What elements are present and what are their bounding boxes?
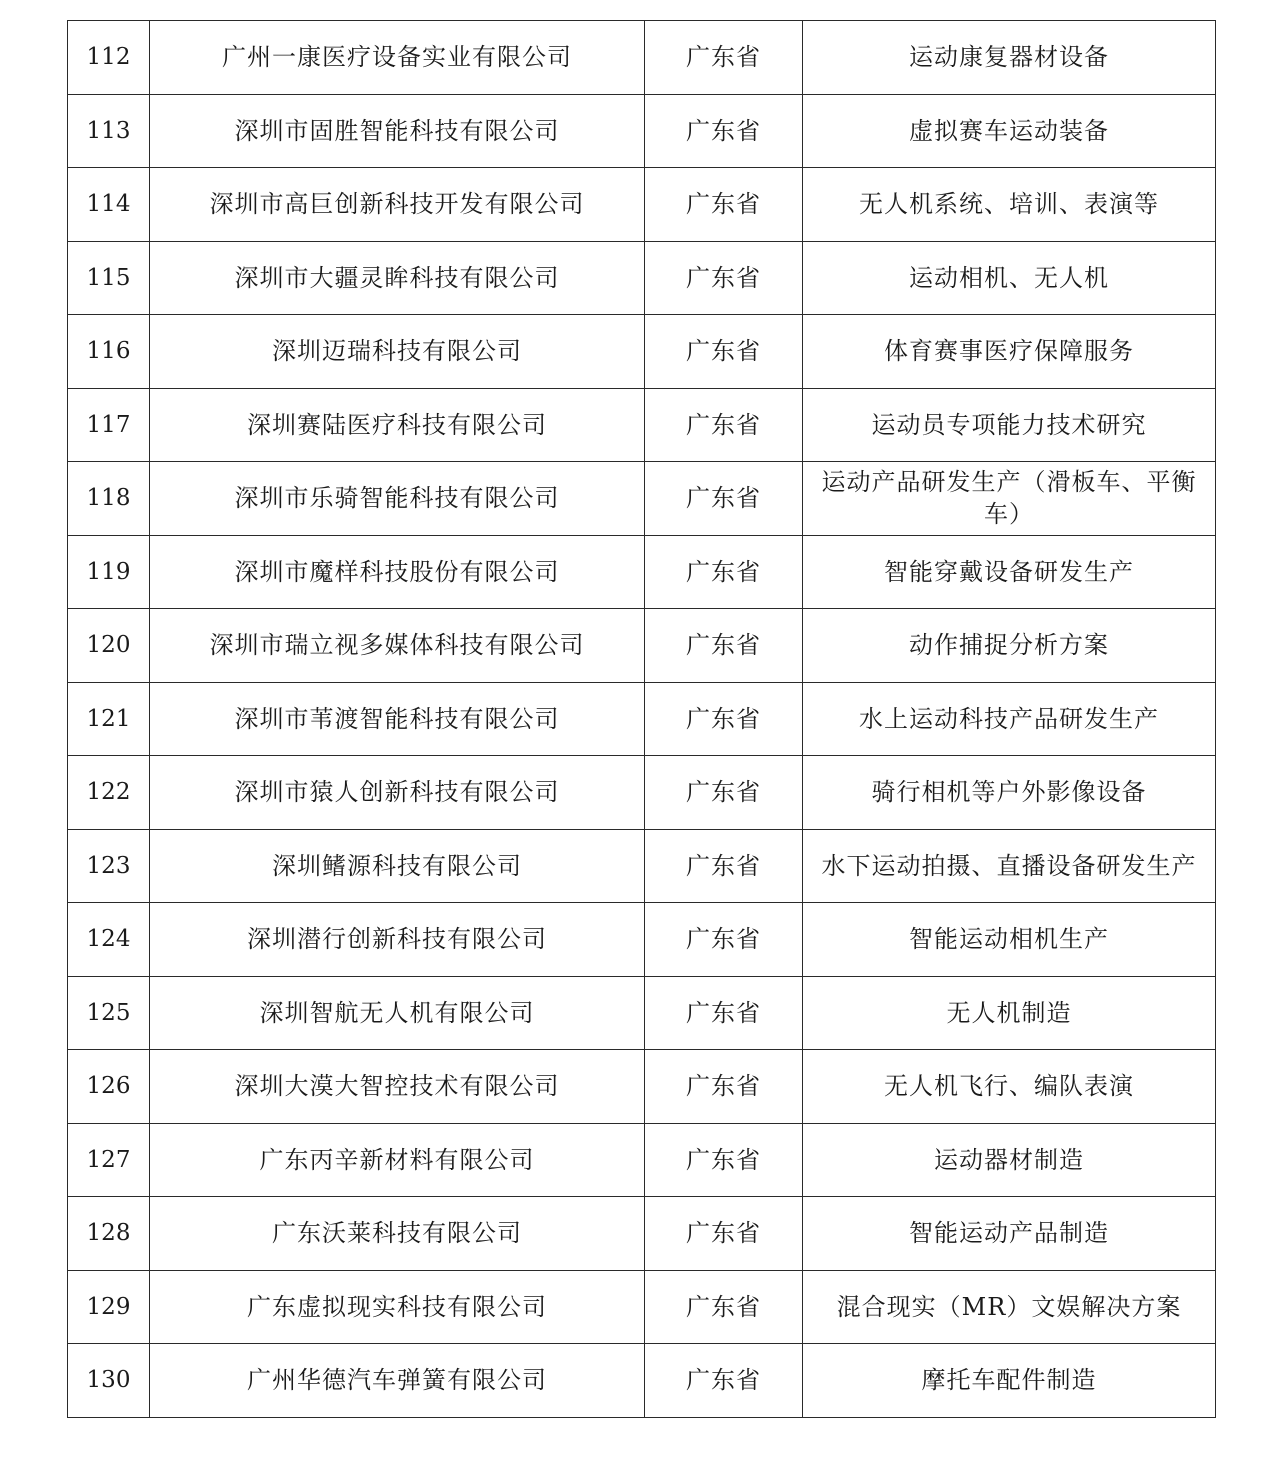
business-description: 骑行相机等户外影像设备 (803, 756, 1216, 830)
business-description: 智能运动相机生产 (803, 903, 1216, 977)
table-row (68, 682, 1216, 756)
business-description: 虚拟赛车运动装备 (803, 94, 1216, 168)
company-name: 广东丙辛新材料有限公司 (150, 1123, 645, 1197)
row-number: 122 (68, 756, 150, 830)
business-description: 运动员专项能力技术研究 (803, 388, 1216, 462)
row-number: 116 (68, 315, 150, 389)
province: 广东省 (645, 1050, 803, 1124)
company-name: 广东虚拟现实科技有限公司 (150, 1270, 645, 1344)
province: 广东省 (645, 682, 803, 756)
company-name: 深圳迈瑞科技有限公司 (150, 315, 645, 389)
row-number: 119 (68, 535, 150, 609)
business-description: 无人机制造 (803, 976, 1216, 1050)
province: 广东省 (645, 1197, 803, 1271)
company-name: 深圳市猿人创新科技有限公司 (150, 756, 645, 830)
company-name: 广州一康医疗设备实业有限公司 (150, 21, 645, 95)
table-row (68, 462, 1216, 536)
company-name: 广东沃莱科技有限公司 (150, 1197, 645, 1271)
table-row (68, 903, 1216, 977)
table-row (68, 94, 1216, 168)
company-table-container (67, 20, 1215, 1418)
table-row (68, 21, 1216, 95)
company-name: 深圳市乐骑智能科技有限公司 (150, 462, 645, 536)
province: 广东省 (645, 829, 803, 903)
row-number: 129 (68, 1270, 150, 1344)
row-number: 126 (68, 1050, 150, 1124)
province: 广东省 (645, 388, 803, 462)
business-description: 运动相机、无人机 (803, 241, 1216, 315)
company-name: 深圳市大疆灵眸科技有限公司 (150, 241, 645, 315)
company-name: 深圳智航无人机有限公司 (150, 976, 645, 1050)
province: 广东省 (645, 756, 803, 830)
table-row (68, 1344, 1216, 1418)
company-name: 深圳市瑞立视多媒体科技有限公司 (150, 609, 645, 683)
business-description: 运动康复器材设备 (803, 21, 1216, 95)
business-description: 智能运动产品制造 (803, 1197, 1216, 1271)
table-row (68, 168, 1216, 242)
province: 广东省 (645, 903, 803, 977)
company-name: 深圳市苇渡智能科技有限公司 (150, 682, 645, 756)
table-row (68, 609, 1216, 683)
table-row (68, 1197, 1216, 1271)
row-number: 112 (68, 21, 150, 95)
province: 广东省 (645, 1344, 803, 1418)
province: 广东省 (645, 315, 803, 389)
table-row (68, 1123, 1216, 1197)
business-description: 混合现实（MR）文娱解决方案 (803, 1270, 1216, 1344)
row-number: 117 (68, 388, 150, 462)
table-row (68, 241, 1216, 315)
company-name: 深圳潜行创新科技有限公司 (150, 903, 645, 977)
province: 广东省 (645, 462, 803, 536)
province: 广东省 (645, 609, 803, 683)
company-name: 深圳市固胜智能科技有限公司 (150, 94, 645, 168)
company-name: 深圳鳍源科技有限公司 (150, 829, 645, 903)
row-number: 127 (68, 1123, 150, 1197)
table-row (68, 756, 1216, 830)
province: 广东省 (645, 1123, 803, 1197)
company-name: 深圳市魔样科技股份有限公司 (150, 535, 645, 609)
row-number: 125 (68, 976, 150, 1050)
row-number: 113 (68, 94, 150, 168)
row-number: 128 (68, 1197, 150, 1271)
company-table (67, 20, 1216, 1418)
company-name: 广州华德汽车弹簧有限公司 (150, 1344, 645, 1418)
company-name: 深圳市高巨创新科技开发有限公司 (150, 168, 645, 242)
row-number: 114 (68, 168, 150, 242)
company-name: 深圳赛陆医疗科技有限公司 (150, 388, 645, 462)
province: 广东省 (645, 94, 803, 168)
company-name: 深圳大漠大智控技术有限公司 (150, 1050, 645, 1124)
business-description: 水上运动科技产品研发生产 (803, 682, 1216, 756)
province: 广东省 (645, 535, 803, 609)
business-description: 智能穿戴设备研发生产 (803, 535, 1216, 609)
table-row (68, 535, 1216, 609)
row-number: 130 (68, 1344, 150, 1418)
province: 广东省 (645, 976, 803, 1050)
business-description: 无人机飞行、编队表演 (803, 1050, 1216, 1124)
business-description: 摩托车配件制造 (803, 1344, 1216, 1418)
row-number: 118 (68, 462, 150, 536)
row-number: 121 (68, 682, 150, 756)
business-description: 运动器材制造 (803, 1123, 1216, 1197)
table-row (68, 976, 1216, 1050)
business-description: 水下运动拍摄、直播设备研发生产 (803, 829, 1216, 903)
row-number: 124 (68, 903, 150, 977)
business-description: 运动产品研发生产（滑板车、平衡车） (803, 462, 1216, 536)
business-description: 体育赛事医疗保障服务 (803, 315, 1216, 389)
table-row (68, 829, 1216, 903)
row-number: 123 (68, 829, 150, 903)
row-number: 120 (68, 609, 150, 683)
table-row (68, 1270, 1216, 1344)
province: 广东省 (645, 1270, 803, 1344)
table-row (68, 1050, 1216, 1124)
business-description: 动作捕捉分析方案 (803, 609, 1216, 683)
row-number: 115 (68, 241, 150, 315)
table-row (68, 388, 1216, 462)
business-description: 无人机系统、培训、表演等 (803, 168, 1216, 242)
province: 广东省 (645, 168, 803, 242)
province: 广东省 (645, 241, 803, 315)
table-row (68, 315, 1216, 389)
province: 广东省 (645, 21, 803, 95)
